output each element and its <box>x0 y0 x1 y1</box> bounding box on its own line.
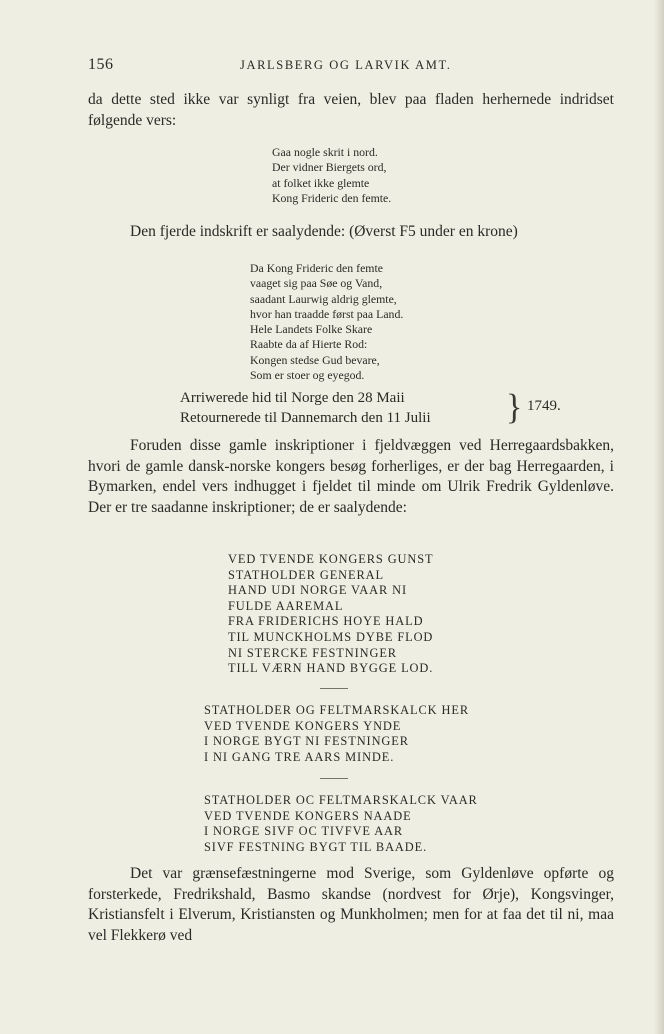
verse-line: Raabte da af Hierte Rod: <box>250 337 368 352</box>
verse-2 <box>250 261 403 383</box>
inscription-line: VED TVENDE KONGERS GUNST <box>228 552 434 566</box>
arrival-date: Arriwerede hid til Norge den 28 Maii <box>180 390 405 406</box>
inscription-line: STATHOLDER OC FELTMARSKALCK VAAR <box>204 793 478 807</box>
departure-date: Retournerede til Dannemarch den 11 Julii <box>180 410 431 426</box>
brace-glyph: } <box>506 388 523 427</box>
inscription-line: I NORGE BYGT NI FESTNINGER <box>204 734 409 749</box>
inscription-line: I NI GANG TRE AARS MINDE. <box>204 749 395 764</box>
inscription-line: NI STERCKE FESTNINGER <box>228 645 397 660</box>
fourth-inscription-text: Den fjerde indskrift er saalydende: (Øverst F5 under en krone) <box>130 223 518 240</box>
inscription-line: FULDE AAREMAL <box>228 598 344 613</box>
verse-line: Kongen stedse Gud bevare, <box>250 352 380 367</box>
verse-line: Gaa nogle skrit i nord. <box>272 145 378 159</box>
inscription-line: STATHOLDER OG FELTMARSKALCK HER <box>204 703 469 717</box>
section-divider <box>320 778 348 779</box>
inscription-line: VED TVENDE KONGERS YNDE <box>204 718 402 733</box>
verse-line: Kong Frideric den femte. <box>272 190 392 205</box>
intro-paragraph <box>88 90 614 131</box>
verse-line: vaaget sig paa Søe og Vand, <box>250 276 383 291</box>
inscription-line: SIVF FESTNING BYGT TIL BAADE. <box>204 839 428 854</box>
inscription-line: TIL MUNCKHOLMS DYBE FLOD <box>228 629 434 644</box>
page-number: 156 <box>88 56 114 73</box>
inscription-line: HAND UDI NORGE VAAR NI <box>228 583 408 598</box>
running-title: JARLSBERG OG LARVIK AMT. <box>240 58 452 72</box>
visit-dates <box>180 388 431 428</box>
visit-year: 1749. <box>527 398 561 414</box>
verse-line: Da Kong Frideric den femte <box>250 261 383 275</box>
verse-line: Der vidner Biergets ord, <box>272 160 387 175</box>
inscription-1 <box>228 552 434 677</box>
verse-line: at folket ikke glemte <box>272 175 370 190</box>
page-edge-shadow <box>654 0 664 1034</box>
inscription-line: STATHOLDER GENERAL <box>228 567 384 582</box>
section-divider <box>320 688 348 689</box>
verse-line: hvor han traadde først paa Land. <box>250 306 404 321</box>
verse-line: saadant Laurwig aldrig glemte, <box>250 291 397 306</box>
inscription-3 <box>204 793 478 855</box>
verse-line: Hele Landets Folke Skare <box>250 322 373 337</box>
foruden-text: Foruden disse gamle inskriptioner i fjeldvæggen ved Herregaardsbakken, hvori de gamle dansk-norske kongers besøg forherliges, er der bag Herregaarden, i Bymarken, endel vers indhugget i fjeldet til minde om Ulrik Fredrik Gyldenløve. Der er tre saadanne inskriptioner; de er saalydende: <box>88 437 614 516</box>
intro-text: da dette sted ikke var synligt fra veien, blev paa fladen herhernede indridset følgende vers: <box>88 91 614 129</box>
inscription-2 <box>204 703 469 765</box>
inscription-line: TILL VÆRN HAND BYGGE LOD. <box>228 661 434 676</box>
verse-line: Som er stoer og eyegod. <box>250 368 365 383</box>
page-header <box>88 56 614 76</box>
inscription-line: VED TVENDE KONGERS NAADE <box>204 808 412 823</box>
closing-paragraph <box>88 864 614 946</box>
verse-1 <box>272 145 391 206</box>
foruden-paragraph <box>88 436 614 518</box>
inscription-line: FRA FRIDERICHS HOYE HALD <box>228 614 424 629</box>
fourth-inscription-paragraph <box>88 222 614 243</box>
inscription-line: I NORGE SIVF OC TIVFVE AAR <box>204 824 404 839</box>
closing-text: Det var grænsefæstningerne mod Sverige, som Gyldenløve opførte og forsterkede, Fredrikshald, Basmo skandse (nordvest for Ørje), Kongsvinger, Kristiansfelt i Elverum, Kristiansten og Munkholmen; men for at faa det til ni, maa vel Flekkerø ved <box>88 865 614 944</box>
